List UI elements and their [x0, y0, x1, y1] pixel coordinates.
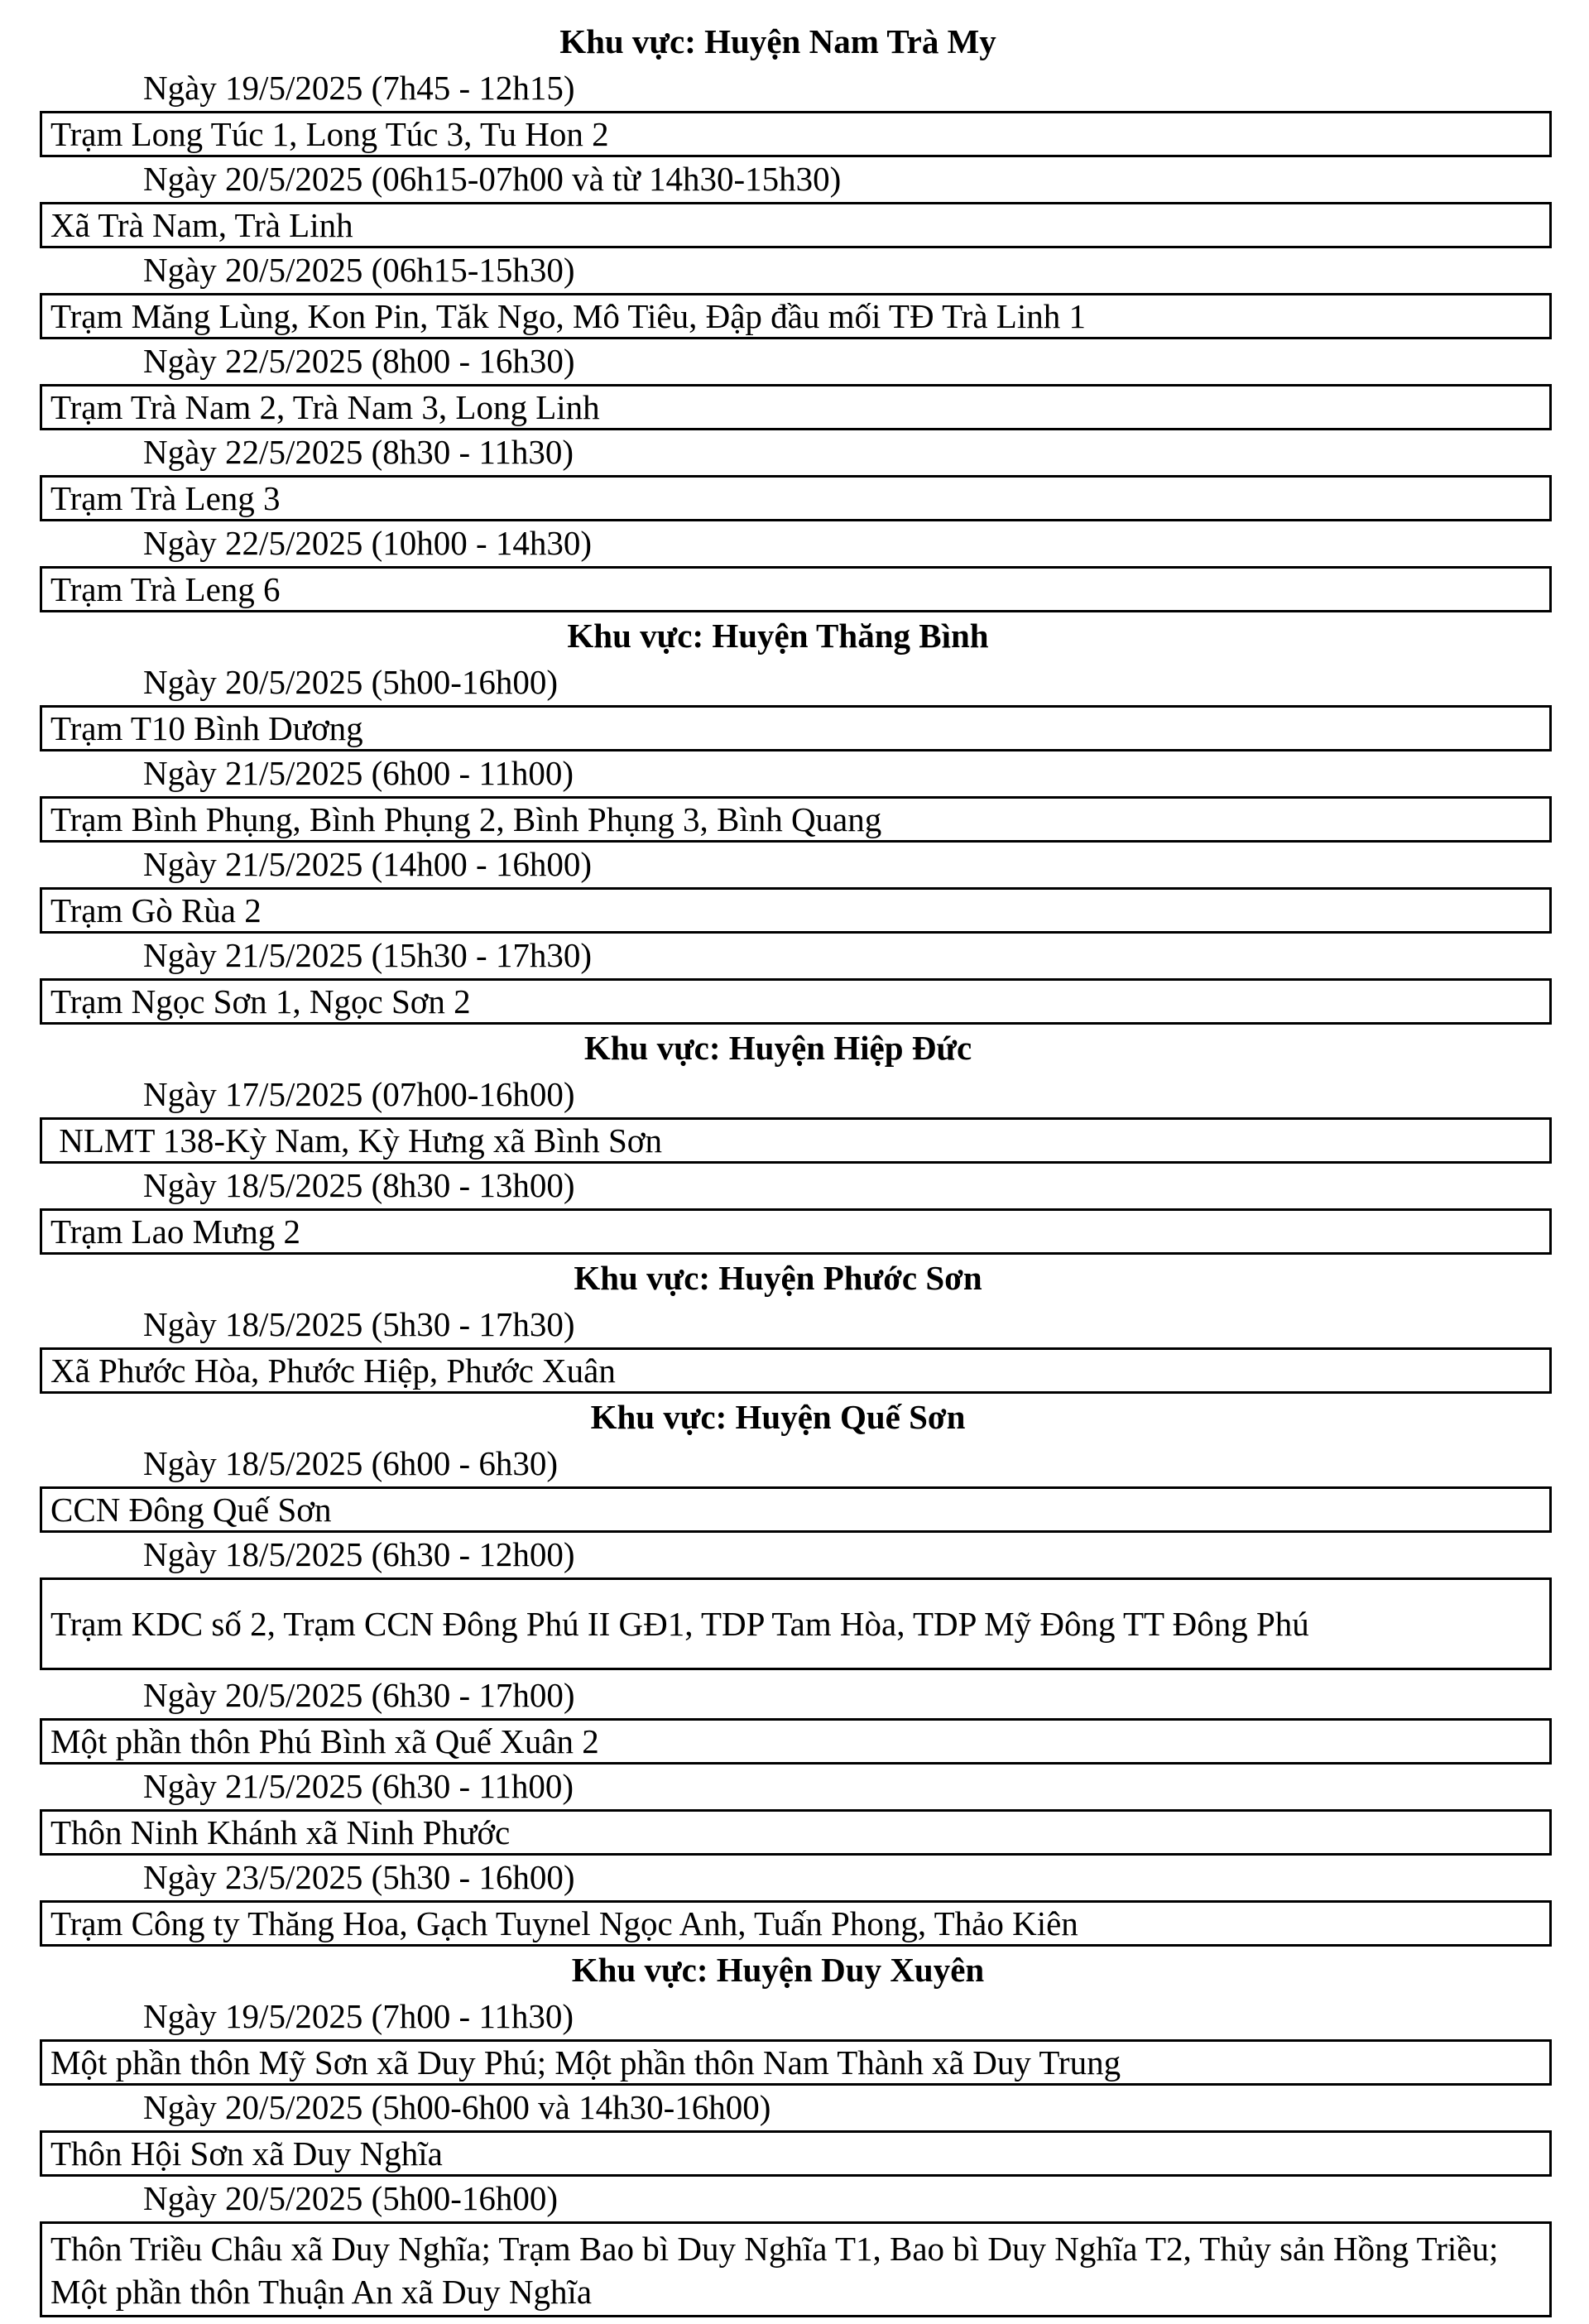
- area-box: Thôn Ninh Khánh xã Ninh Phước: [40, 1809, 1552, 1856]
- area-box: CCN Đông Quế Sơn: [40, 1486, 1552, 1533]
- area-box: Thôn Hội Sơn xã Duy Nghĩa: [40, 2130, 1552, 2177]
- area-box: Trạm Gò Rùa 2: [40, 887, 1552, 934]
- date-line: Ngày 19/5/2025 (7h00 - 11h30): [143, 1997, 574, 2035]
- date-line: Ngày 21/5/2025 (6h30 - 11h00): [143, 1767, 574, 1805]
- date-line: Ngày 18/5/2025 (6h30 - 12h00): [143, 1535, 575, 1573]
- date-line: Ngày 20/5/2025 (06h15-07h00 và từ 14h30-15h30): [143, 160, 842, 198]
- date-line: Ngày 18/5/2025 (5h30 - 17h30): [143, 1305, 575, 1343]
- area-box: Một phần thôn Phú Bình xã Quế Xuân 2: [40, 1718, 1552, 1765]
- date-line: Ngày 20/5/2025 (5h00-16h00): [143, 663, 559, 701]
- date-line: Ngày 21/5/2025 (15h30 - 17h30): [143, 936, 593, 974]
- date-line: Ngày 20/5/2025 (6h30 - 17h00): [143, 1676, 575, 1714]
- area-box: Trạm Bình Phụng, Bình Phụng 2, Bình Phụng 3, Bình Quang: [40, 796, 1552, 843]
- date-line: Ngày 20/5/2025 (5h00-16h00): [143, 2179, 559, 2217]
- date-line: Ngày 20/5/2025 (06h15-15h30): [143, 251, 575, 289]
- date-line: Ngày 21/5/2025 (6h00 - 11h00): [143, 754, 574, 792]
- area-box: Trạm Lao Mưng 2: [40, 1208, 1552, 1255]
- area-box: Trạm T10 Bình Dương: [40, 705, 1552, 751]
- date-line: Ngày 20/5/2025 (5h00-6h00 và 14h30-16h00): [143, 2088, 771, 2126]
- date-line: Ngày 18/5/2025 (6h00 - 6h30): [143, 1444, 559, 1482]
- area-box: Xã Trà Nam, Trà Linh: [40, 202, 1552, 248]
- date-line: Ngày 18/5/2025 (8h30 - 13h00): [143, 1166, 575, 1204]
- date-line: Ngày 22/5/2025 (10h00 - 14h30): [143, 524, 593, 562]
- region-heading-nam-tra-my: Khu vực: Huyện Nam Trà My: [559, 22, 996, 60]
- area-box: NLMT 138-Kỳ Nam, Kỳ Hưng xã Bình Sơn: [40, 1117, 1552, 1164]
- date-line: Ngày 21/5/2025 (14h00 - 16h00): [143, 845, 593, 883]
- date-line: Ngày 23/5/2025 (5h30 - 16h00): [143, 1858, 575, 1896]
- area-box: Thôn Triều Châu xã Duy Nghĩa; Trạm Bao bì Duy Nghĩa T1, Bao bì Duy Nghĩa T2, Thủy sản Hồng Triều; Một phần thôn Thuận An xã Duy Nghĩa: [40, 2221, 1552, 2317]
- region-heading-duy-xuyen: Khu vực: Huyện Duy Xuyên: [571, 1951, 985, 1989]
- area-box: Trạm KDC số 2, Trạm CCN Đông Phú II GĐ1, TDP Tam Hòa, TDP Mỹ Đông TT Đông Phú: [40, 1577, 1552, 1670]
- area-box: Trạm Măng Lùng, Kon Pin, Tăk Ngo, Mô Tiêu, Đập đầu mối TĐ Trà Linh 1: [40, 293, 1552, 339]
- area-box: Trạm Long Túc 1, Long Túc 3, Tu Hon 2: [40, 111, 1552, 157]
- region-heading-que-son: Khu vực: Huyện Quế Sơn: [590, 1398, 966, 1436]
- area-box: Trạm Trà Leng 3: [40, 475, 1552, 521]
- area-box: Trạm Trà Nam 2, Trà Nam 3, Long Linh: [40, 384, 1552, 430]
- area-box: Trạm Công ty Thăng Hoa, Gạch Tuynel Ngọc Anh, Tuấn Phong, Thảo Kiên: [40, 1900, 1552, 1947]
- area-box: Xã Phước Hòa, Phước Hiệp, Phước Xuân: [40, 1347, 1552, 1394]
- date-line: Ngày 17/5/2025 (07h00-16h00): [143, 1075, 575, 1113]
- region-heading-phuoc-son: Khu vực: Huyện Phước Sơn: [574, 1259, 982, 1297]
- region-heading-hiep-duc: Khu vực: Huyện Hiệp Đức: [583, 1029, 972, 1067]
- region-heading-thang-binh: Khu vực: Huyện Thăng Bình: [567, 617, 989, 655]
- area-box: Trạm Trà Leng 6: [40, 566, 1552, 612]
- date-line: Ngày 22/5/2025 (8h30 - 11h30): [143, 433, 574, 471]
- area-box: Trạm Ngọc Sơn 1, Ngọc Sơn 2: [40, 978, 1552, 1025]
- area-box: Một phần thôn Mỹ Sơn xã Duy Phú; Một phần thôn Nam Thành xã Duy Trung: [40, 2039, 1552, 2086]
- date-line: Ngày 22/5/2025 (8h00 - 16h30): [143, 342, 575, 380]
- date-line: Ngày 19/5/2025 (7h45 - 12h15): [143, 69, 575, 107]
